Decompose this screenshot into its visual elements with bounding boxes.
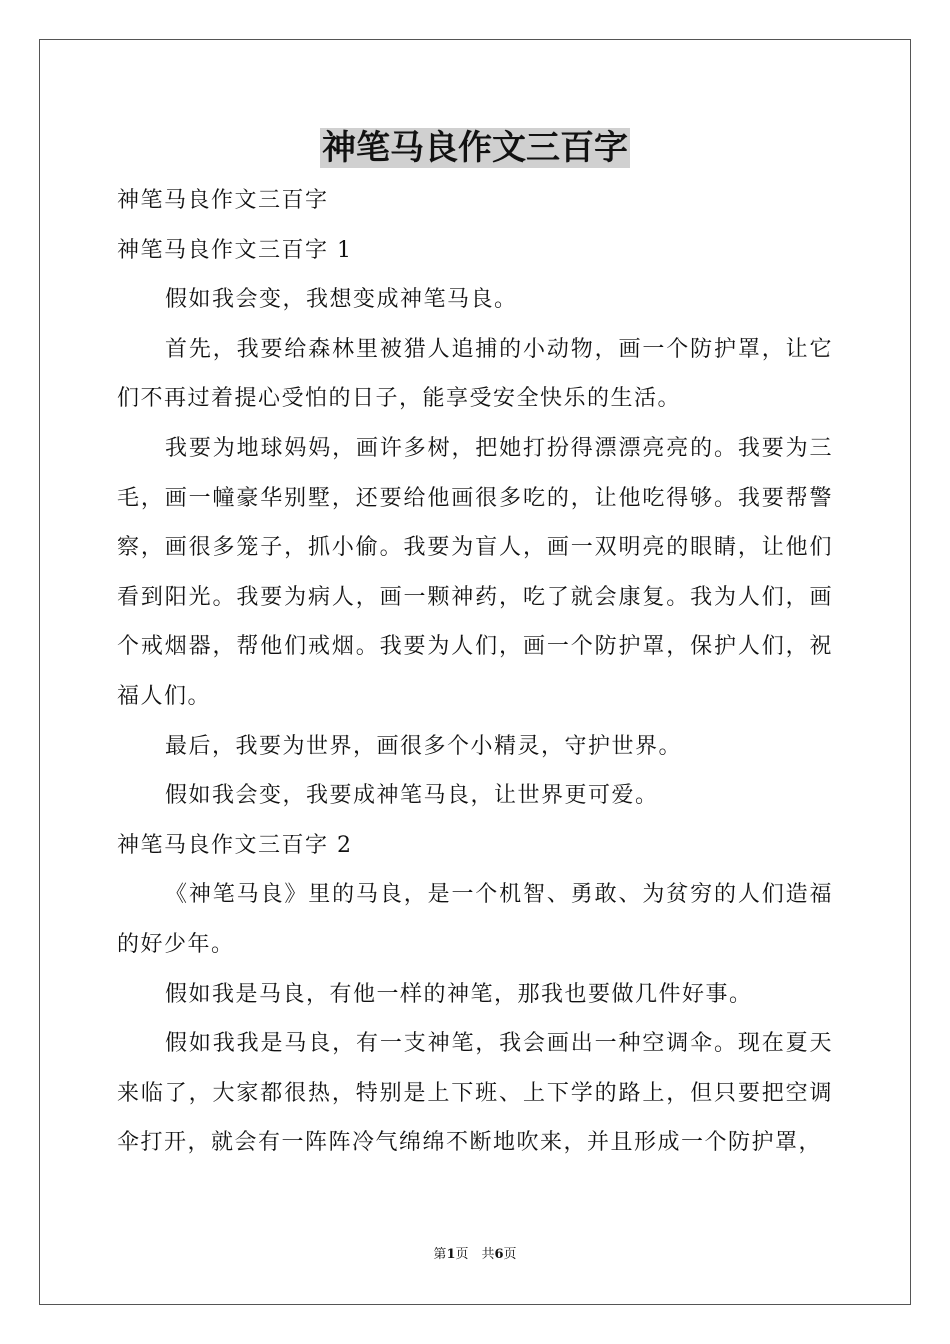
body-paragraph: 假如我会变，我要成神笔马良，让世界更可爱。 bbox=[165, 783, 659, 809]
body-paragraph: 假如我会变，我想变成神笔马良。 bbox=[165, 287, 518, 313]
footer-page-suffix: 页 bbox=[503, 1247, 517, 1262]
document-title-text: 神笔马良作文三百字 bbox=[322, 128, 628, 168]
body-paragraph: 最后，我要为世界，画很多个小精灵，守护世界。 bbox=[165, 733, 683, 759]
body-paragraph: 我要为地球妈妈，画许多树，把她打扮得漂漂亮亮的。我要为三毛，画一幢豪华别墅，还要给他画很多吃的，让他吃得够。我要帮警察，画很多笼子，抓小偷。我要为盲人，画一双明亮的眼睛，让他们看到阳光。我要为病人，画一颗神药，吃了就会康复。我为人们，画个戒烟器，帮他们戒烟。我要为人们，画一个防护罩，保护人们，祝福人们。 bbox=[117, 435, 833, 709]
body-paragraph: 《神笔马良》里的马良，是一个机智、勇敢、为贫穷的人们造福的好少年。 bbox=[117, 882, 833, 957]
document-body bbox=[117, 176, 833, 1168]
body-paragraph: 假如我是马良，有他一样的神笔，那我也要做几件好事。 bbox=[165, 981, 753, 1007]
footer-page-total: 6 bbox=[494, 1247, 504, 1262]
page-footer bbox=[0, 1245, 950, 1265]
footer-page-current: 1 bbox=[446, 1247, 456, 1262]
footer-page-mid: 页 共 bbox=[455, 1247, 495, 1262]
footer-page-prefix: 第 bbox=[433, 1247, 447, 1262]
body-paragraph: 假如我我是马良，有一支神笔，我会画出一种空调伞。现在夏天来临了，大家都很热，特别是上下班、上下学的路上，但只要把空调伞打开，就会有一阵阵冷气绵绵不断地吹来，并且形成一个防护罩， bbox=[117, 1031, 833, 1156]
section-heading: 神笔马良作文三百字 2 bbox=[117, 832, 353, 858]
document-title bbox=[0, 126, 950, 170]
section-heading: 神笔马良作文三百字 1 bbox=[117, 237, 353, 263]
section-heading: 神笔马良作文三百字 bbox=[117, 188, 329, 213]
body-paragraph: 首先，我要给森林里被猎人追捕的小动物，画一个防护罩，让它们不再过着提心受怕的日子，能享受安全快乐的生活。 bbox=[117, 336, 833, 412]
